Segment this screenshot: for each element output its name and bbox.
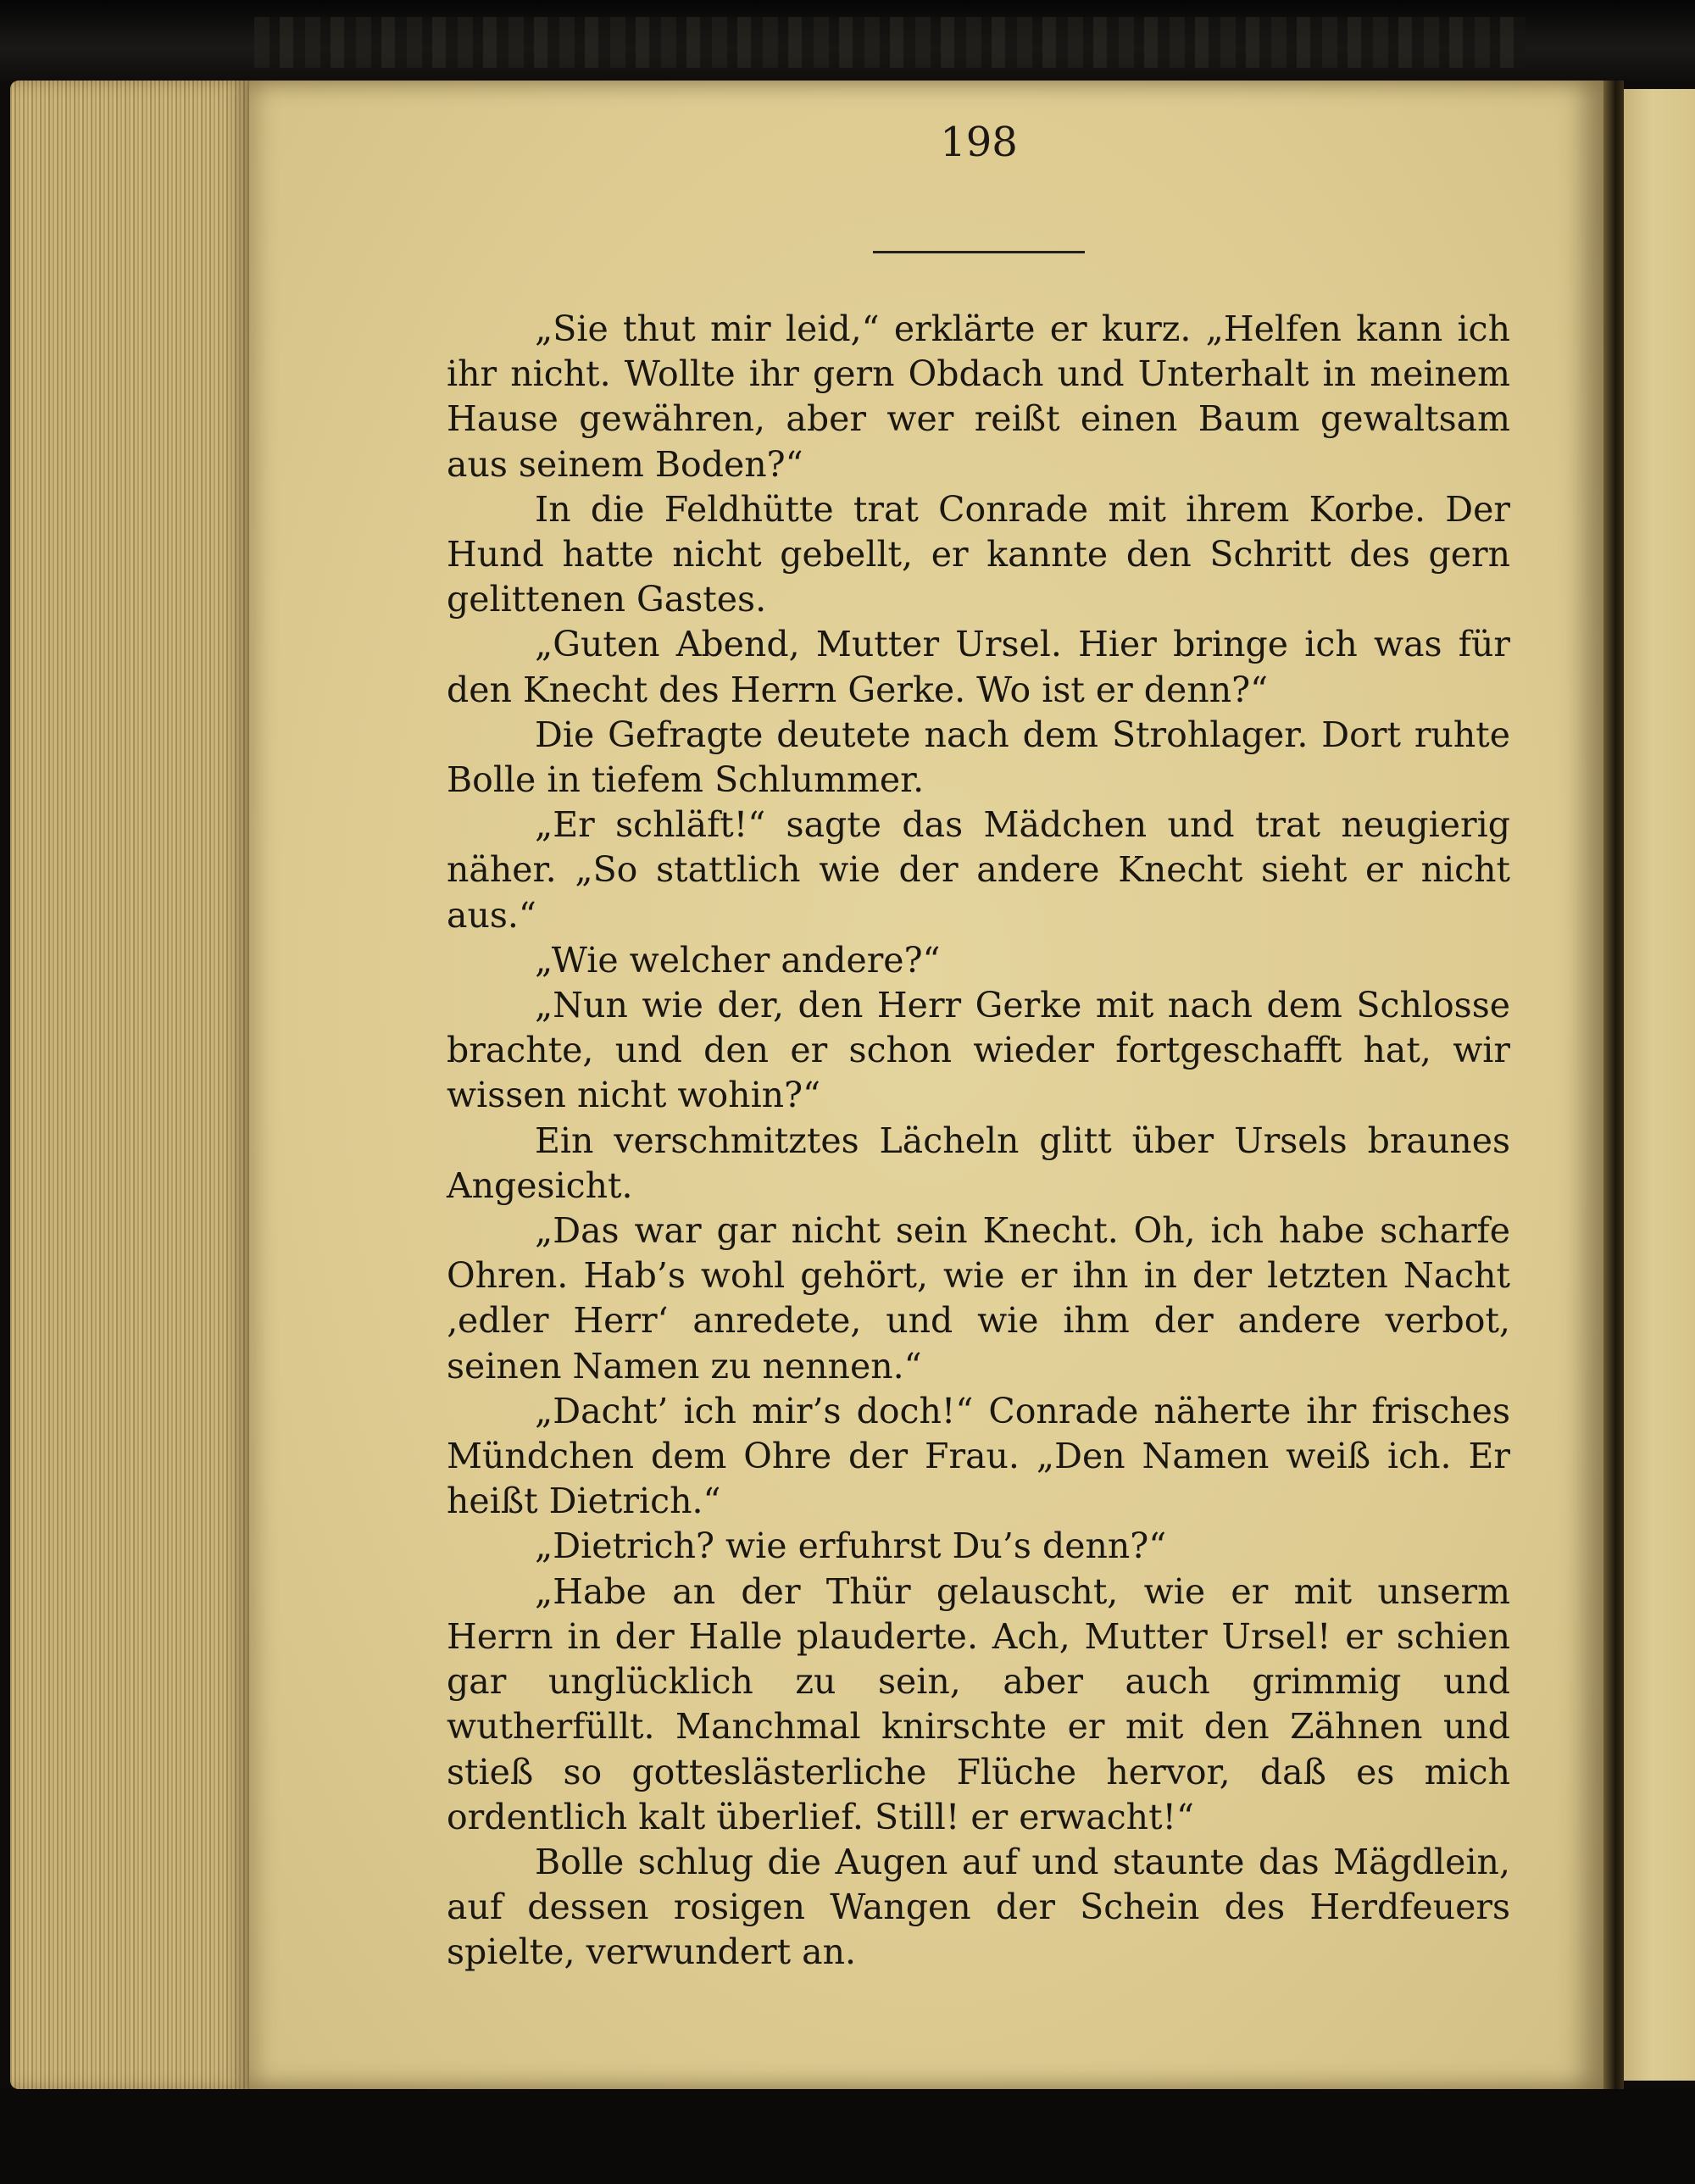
paragraph: „Nun wie der, den Herr Gerke mit nach dem Schlosse brachte, und den er schon wieder fortgeschafft hat, wir wissen nicht wohin?“	[447, 985, 1510, 1116]
background-bottom	[0, 2089, 1695, 2184]
facing-page-edge	[1624, 89, 1695, 2081]
paragraph: In die Feldhütte trat Conrade mit ihrem Korbe. Der Hund hatte nicht gebellt, er kannte den Schritt des gern gelittenen Gastes.	[447, 488, 1510, 620]
body-text	[447, 307, 1510, 1976]
paragraph: „Er schläft!“ sagte das Mädchen und trat neugierig näher. „So stattlich wie der andere Knecht sieht er nicht aus.“	[447, 804, 1510, 936]
paragraph: „Das war gar nicht sein Knecht. Oh, ich habe scharfe Ohren. Hab’s wohl gehört, wie er ihn in der letzten Nacht ‚edler Herr‘ anredete, und wie ihm der andere verbot, seinen Namen zu nennen.“	[447, 1210, 1510, 1387]
paragraph: Ein verschmitztes Lächeln glitt über Ursels braunes Angesicht.	[447, 1120, 1510, 1206]
paragraph: Bolle schlug die Augen auf und staunte das Mägdlein, auf dessen rosigen Wangen der Schein des Herdfeuers spielte, verwundert an.	[447, 1841, 1510, 1973]
book-binding-top	[0, 0, 1695, 81]
page-edges	[10, 81, 249, 2089]
paragraph: „Guten Abend, Mutter Ursel. Hier bringe ich was für den Knecht des Herrn Gerke. Wo ist er denn?“	[447, 624, 1510, 710]
paragraph: Die Gefragte deutete nach dem Strohlager. Dort ruhte Bolle in tiefem Schlummer.	[447, 714, 1510, 801]
paragraph: „Dietrich? wie erfuhrst Du’s denn?“	[535, 1525, 1167, 1567]
page-number	[873, 119, 1085, 166]
book-gutter	[1603, 81, 1624, 2089]
header-rule	[873, 251, 1085, 253]
paragraph: „Dacht’ ich mir’s doch!“ Conrade näherte ihr frisches Mündchen dem Ohre der Frau. „Den Namen weiß ich. Er heißt Dietrich.“	[447, 1390, 1510, 1522]
page-number-text: 198	[940, 119, 1018, 166]
paragraph: „Sie thut mir leid,“ erklärte er kurz. „Helfen kann ich ihr nicht. Wollte ihr gern Obdach und Unterhalt in meinem Hause gewähren, aber wer reißt einen Baum gewaltsam aus seinem Boden?“	[447, 308, 1510, 485]
binding-emboss-pattern	[254, 17, 1526, 68]
paragraph: „Wie welcher andere?“	[535, 939, 941, 981]
paragraph: „Habe an der Thür gelauscht, wie er mit unserm Herrn in der Halle plauderte. Ach, Mutter Ursel! er schien gar unglücklich zu sein, aber auch grimmig und wutherfüllt. Manchmal knirschte er mit den Zähnen und stieß so gotteslästerliche Flüche hervor, daß es mich ordentlich kalt überlief. Still! er erwacht!“	[447, 1570, 1510, 1837]
